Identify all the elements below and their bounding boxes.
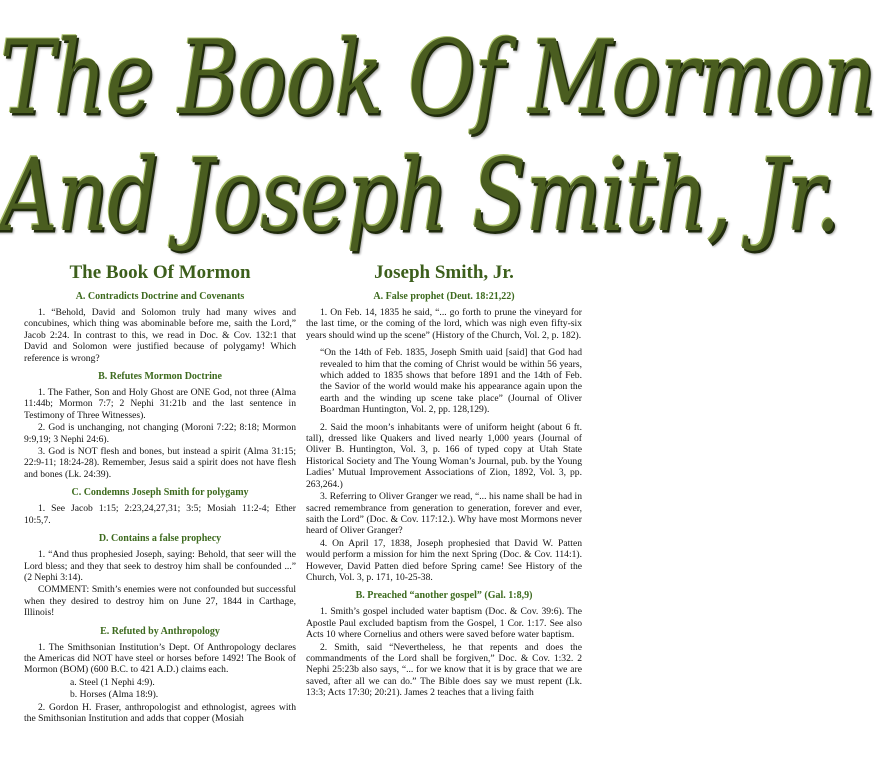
paragraph: 3. God is NOT flesh and bones, but instead a spirit (Alma 31:15; 22:9-11; 18:24-28). Remember, Jesus said a spirit does not have flesh and bones (Lk. 24:39). bbox=[24, 446, 296, 480]
right-column-title: Joseph Smith, Jr. bbox=[374, 262, 514, 283]
paragraph: 2. Gordon H. Fraser, anthropologist and ethnologist, agrees with the Smithsonian Institution and adds that copper (Mosiah bbox=[24, 701, 296, 724]
paragraph: 2. Said the moon’s inhabitants were of uniform height (about 6 ft. tall), dressed like Quakers and lived nearly 1,000 years (Journal of Oliver B. Huntington, Vol. 3, p. 166 of typed copy at Utah State Historical Society and The Young Woman’s Journal, pub. by the Young Ladies’ Mutual Improvement Associations of Zion, 1892, Vol. 3, pp. 263,264.) bbox=[306, 421, 582, 490]
banner-title-line-2: And Joseph Smith, Jr. bbox=[0, 137, 840, 254]
paragraph: 1. “Behold, David and Solomon truly had many wives and concubines, which thing was abominable before me, saith the Lord,” Jacob 2:24. In contrast to this, we read in Doc. & Cov. 132:1 that David and Solomon were justified because of polygamy! Which reference is wrong? bbox=[24, 307, 296, 364]
right-column bbox=[306, 262, 582, 700]
paragraph: 1. The Smithsonian Institution’s Dept. Of Anthropology declares the Americas did NOT have steel or horses before 1492! The Book of Mormon (BOM) (600 B.C. to 421 A.D.) claims each. bbox=[24, 641, 296, 676]
list-item: b. Horses (Alma 18:9). bbox=[70, 689, 159, 701]
paragraph: 4. On April 17, 1838, Joseph prophesied that David W. Patten would perform a mission for him the next Spring (Doc. & Cov. 114:1). However, David Patten died before Spring came! See History of the Church, Vol. 3, p. 171, 10-25-38. bbox=[306, 537, 582, 583]
paragraph: 1. Smith’s gospel included water baptism (Doc. & Cov. 39:6). The Apostle Paul excluded baptism from the Gospel, 1 Cor. 1:17. See also Acts 10 where Cornelius and others were saved before water baptism. bbox=[306, 606, 582, 641]
paragraph: 1. See Jacob 1:15; 2:23,24,27,31; 3:5; Mosiah 11:2-4; Ether 10:5,7. bbox=[24, 503, 296, 526]
section-heading: D. Contains a false prophecy bbox=[98, 533, 222, 545]
left-column-title: The Book Of Mormon bbox=[69, 262, 251, 283]
section-heading: E. Refuted by Anthropology bbox=[100, 625, 220, 637]
list-item: a. Steel (1 Nephi 4:9). bbox=[70, 676, 155, 688]
section-heading: B. Refutes Mormon Doctrine bbox=[98, 371, 222, 383]
left-column bbox=[24, 262, 296, 725]
section-heading: A. Contradicts Doctrine and Covenants bbox=[75, 291, 245, 302]
paragraph: 2. Smith, said “Nevertheless, he that repents and does the commandments of the Lord shall be forgiven,” Doc. & Cov. 1:32. 2 Nephi 25:23b also says, “... for we know that it is by grace that we are saved, after all we can do.” The Bible does say we must repent (Lk. 13:3; Acts 17:30; 20:21). James 2 teaches that a living faith bbox=[306, 641, 582, 699]
banner-title-line-1: The Book Of Mormon bbox=[0, 19, 875, 138]
section-heading: A. False prophet (Deut. 18:21,22) bbox=[373, 291, 515, 302]
section-heading: C. Condemns Joseph Smith for polygamy bbox=[71, 487, 249, 499]
paragraph: 1. On Feb. 14, 1835 he said, “... go forth to prune the vineyard for the last time, or the coming of the lord, which was nigh even fifty-six years should wind up the scene” (History of the Church, Vol. 2, p. 182). bbox=[306, 307, 582, 341]
title-banner bbox=[0, 0, 875, 260]
block-quote: “On the 14th of Feb. 1835, Joseph Smith uaid [said] that God had revealed to him that the coming of Christ would be within 56 years, which added to 1835 shows that before 1891 and the 14th of Feb. the Savior of the world would make his appearance again upon the earth and the winding up scene take place” (Journal of Oliver Boardman Huntington, Vol. 2, pp. 128,129). bbox=[320, 347, 582, 416]
paragraph: 1. The Father, Son and Holy Ghost are ONE God, not three (Alma 11:44b; Mormon 7:7; 2 Nephi 31:21b and the last sentence in Testimony of Three Witnesses). bbox=[24, 387, 296, 421]
paragraph: 3. Referring to Oliver Granger we read, “... his name shall be had in sacred remembrance from generation to generation, forever and ever, saith the Lord” (Doc. & Cov. 117:12.). Why have most Mormons never heard of Oliver Granger? bbox=[306, 491, 582, 537]
paragraph: 2. God is unchanging, not changing (Moroni 7:22; 8:18; Mormon 9:9,19; 3 Nephi 24:6). bbox=[24, 422, 296, 445]
paragraph: COMMENT: Smith’s enemies were not confounded but successful when they desired to destroy him on June 27, 1844 in Carthage, Illinois! bbox=[24, 584, 296, 619]
section-heading: B. Preached “another gospel” (Gal. 1:8,9) bbox=[355, 590, 533, 602]
paragraph: 1. “And thus prophesied Joseph, saying: Behold, that seer will the Lord bless; and they that seek to destroy him shall be confounded ...” (2 Nephi 3:14). bbox=[24, 549, 296, 583]
